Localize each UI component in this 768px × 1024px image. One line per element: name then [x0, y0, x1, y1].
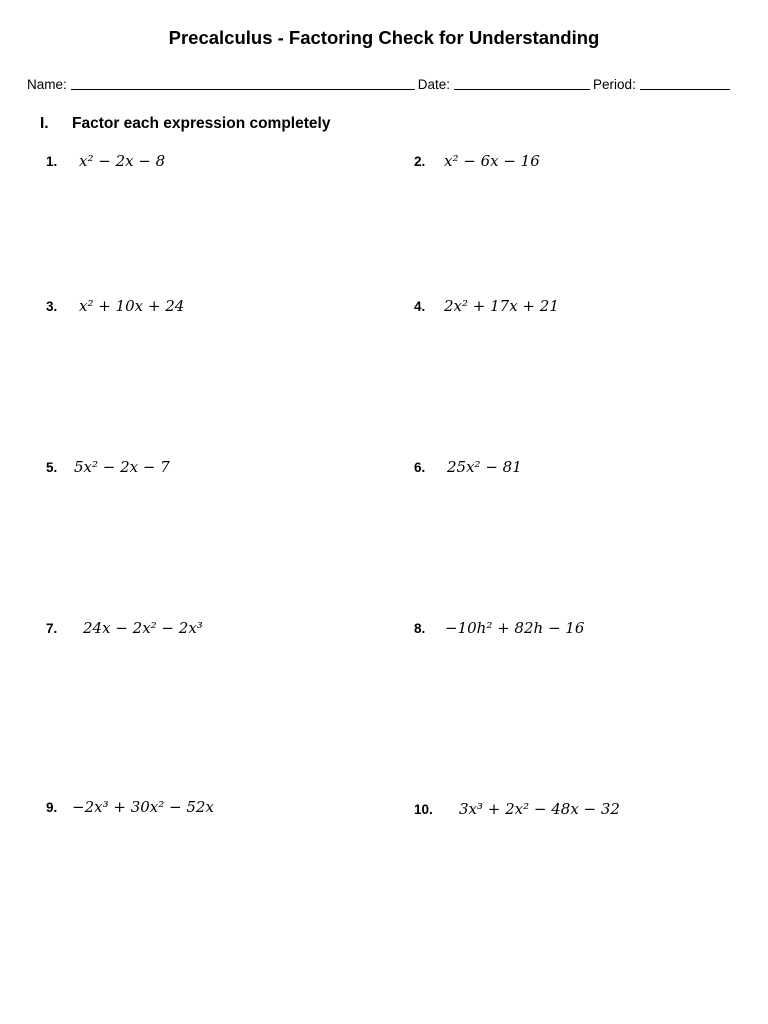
problem-expression: x² − 2x − 8	[79, 152, 166, 170]
problem-item	[46, 152, 165, 170]
page-title: Precalculus - Factoring Check for Understanding	[168, 27, 600, 48]
problem-expression: 3x³ + 2x² − 48x − 32	[459, 800, 620, 818]
problem-item	[414, 619, 584, 637]
student-info-row	[27, 75, 741, 92]
problem-item	[46, 619, 203, 637]
section-instructions: Factor each expression completely	[72, 115, 331, 132]
problem-number: 3.	[46, 299, 58, 314]
problem-item	[46, 297, 184, 315]
problem-item	[414, 458, 522, 476]
problem-item	[414, 800, 620, 818]
problem-expression: 24x − 2x² − 2x³	[83, 619, 203, 637]
period-label: Period:	[593, 77, 636, 92]
problem-expression: x² − 6x − 16	[444, 152, 540, 170]
name-blank[interactable]	[71, 75, 415, 90]
problem-expression: 25x² − 81	[447, 458, 522, 476]
name-label: Name:	[27, 77, 67, 92]
section-numeral: I.	[40, 115, 49, 132]
section-heading	[40, 115, 330, 133]
problem-expression: x² + 10x + 24	[79, 297, 185, 315]
problem-number: 7.	[46, 621, 58, 636]
problem-expression: −2x³ + 30x² − 52x	[72, 798, 214, 816]
date-label: Date:	[417, 77, 451, 92]
period-blank[interactable]	[640, 75, 730, 90]
problem-number: 5.	[46, 460, 58, 475]
problem-item	[46, 798, 214, 816]
date-blank[interactable]	[454, 75, 590, 90]
problem-number: 6.	[414, 460, 426, 475]
problem-number: 10.	[414, 802, 433, 817]
problem-expression: −10h² + 82h − 16	[445, 619, 585, 637]
problem-number: 1.	[46, 154, 58, 169]
problem-number: 4.	[414, 299, 426, 314]
problem-item	[414, 297, 559, 315]
problem-item	[414, 152, 540, 170]
problem-expression: 5x² − 2x − 7	[74, 458, 170, 476]
problem-number: 8.	[414, 621, 426, 636]
problem-item	[46, 458, 170, 476]
problem-number: 2.	[414, 154, 426, 169]
problem-expression: 2x² + 17x + 21	[444, 297, 559, 315]
problem-number: 9.	[46, 800, 58, 815]
